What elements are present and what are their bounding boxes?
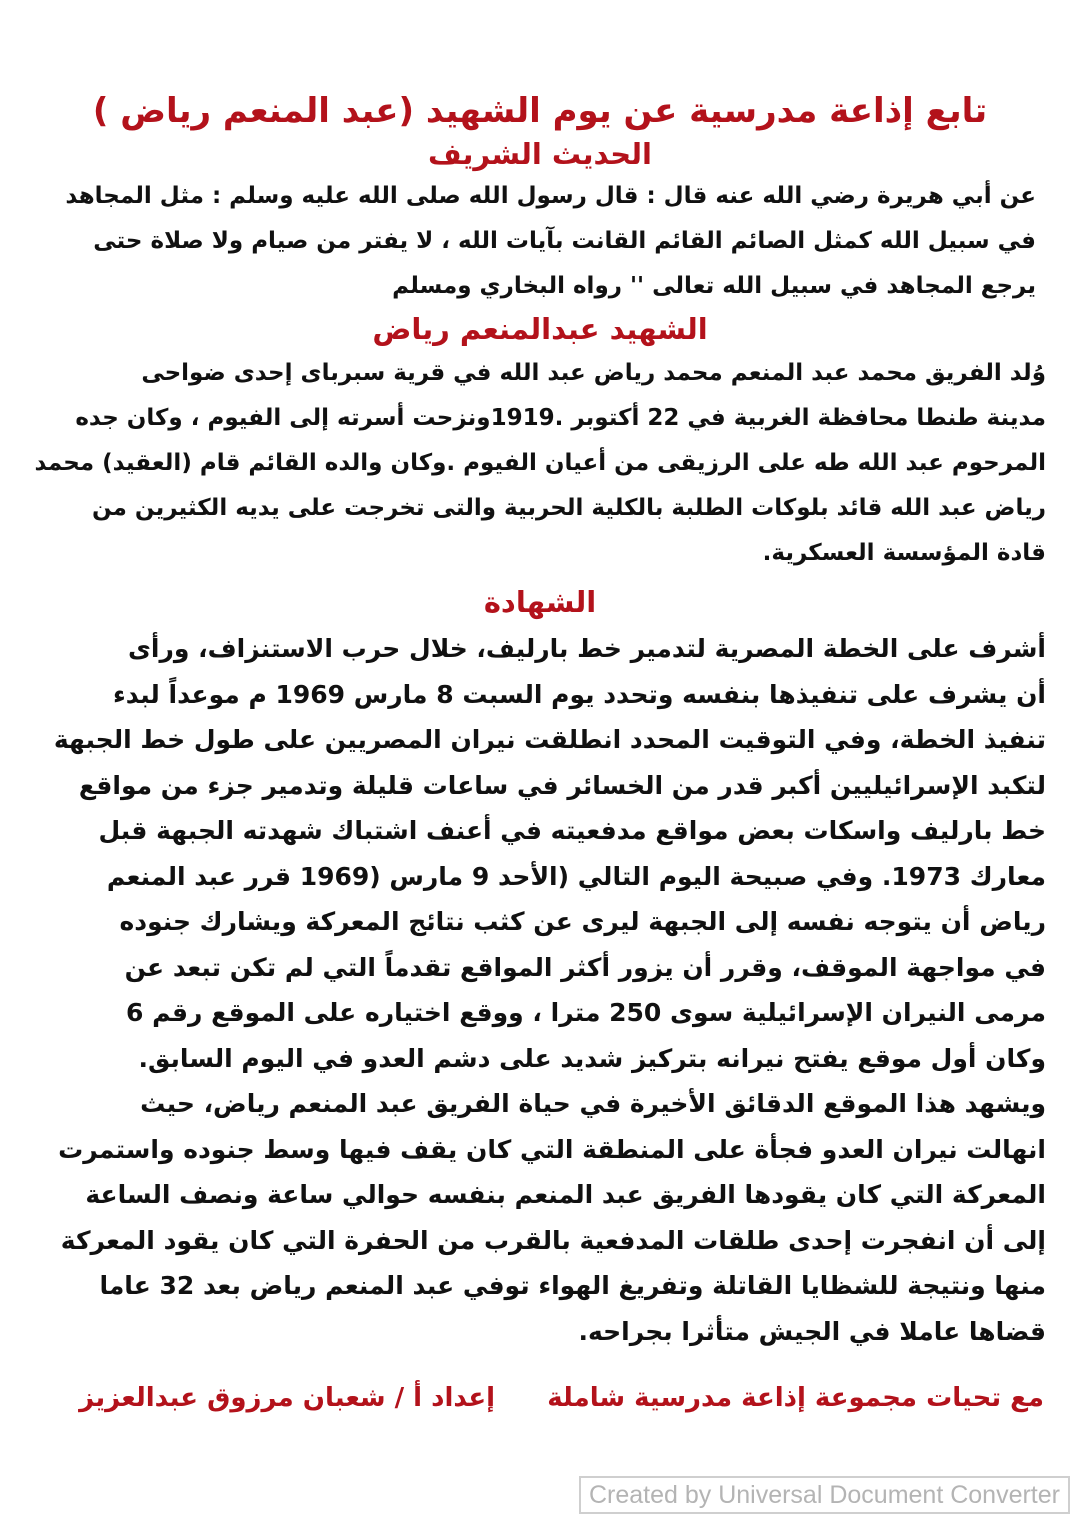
footer-greeting: مع تحيات مجموعة إذاعة مدرسية شاملة [547,1383,1044,1413]
hadith-line: عن أبي هريرة رضي الله عنه قال : قال رسول الله صلى الله عليه وسلم : مثل المجاهد [65,183,1036,209]
shahada-paragraph [34,626,1046,1354]
shahada-line: منها ونتيجة للشظايا القاتلة وتفريغ الهواء توفي عبد المنعم رياض بعد 32 عاما [99,1271,1046,1300]
hadith-line: يرجع المجاهد في سبيل الله تعالى '' رواه البخاري ومسلم [392,273,1036,299]
hadith-line: في سبيل الله كمثل الصائم القائم القانت بآيات الله ، لا يفتر من صيام ولا صلاة حتى [93,228,1036,254]
shahada-line: لتكبد الإسرائيليين أكبر قدر من الخسائر في ساعات قليلة وتدمير جزء من مواقع [78,770,1046,800]
shahada-line: معارك 1973. وفي صبيحة اليوم التالي (الأحد 9 مارس (1969 قرر عبد المنعم [106,861,1046,891]
shahada-line: إلى أن انفجرت إحدى طلقات المدفعية بالقرب من الحفرة التي كان يقود المعركة [60,1225,1046,1255]
document-title: تابع إذاعة مدرسية عن يوم الشهيد (عبد المنعم رياض ) [92,91,988,131]
document-page [34,88,1046,1354]
biography-line: قادة المؤسسة العسكرية. [762,540,1046,566]
shahada-line: في مواجهة الموقف، وقرر أن يزور أكثر المواقع تقدماً التي لم تكن تبعد عن [124,952,1046,982]
martyr-heading: الشهيد عبدالمنعم رياض [372,312,708,346]
shahada-line: خط بارليف واسكات بعض مواقع مدفعيته في أعنف اشتباك شهدته الجبهة قبل [98,816,1046,845]
shahada-line: وكان أول موقع يفتح نيرانه بتركيز شديد على دشم العدو في اليوم السابق. [138,1043,1046,1073]
shahada-line: انهالت نيران العدو فجأة على المنطقة التي كان يقف فيها وسط جنوده واستمرت [58,1134,1046,1164]
converter-watermark-badge: Created by Universal Document Converter [579,1476,1070,1514]
biography-line: وُلد الفريق محمد عبد المنعم محمد رياض عبد الله في قرية سبرباى إحدى ضواحى [141,360,1046,386]
shahada-line: مرمى النيران الإسرائيلية سوى 250 مترا ، ووقع اختياره على الموقع رقم 6 [125,998,1046,1027]
shahada-line: أشرف على الخطة المصرية لتدمير خط بارليف، خلال حرب الاستنزاف، ورأى [127,634,1046,663]
shahada-line: أن يشرف على تنفيذها بنفسه وتحدد يوم السبت 8 مارس 1969 م موعداً لبدء [112,679,1046,709]
hadith-heading: الحديث الشريف [428,137,652,171]
shahada-line: تنفيذ الخطة، وفي التوقيت المحدد انطلقت نيران المصريين على طول خط الجبهة [53,725,1046,754]
shahada-line: ويشهد هذا الموقع الدقائق الأخيرة في حياة الفريق عبد المنعم رياض، حيث [140,1089,1046,1118]
shahada-line: المعركة التي كان يقودها الفريق عبد المنعم بنفسه حوالي ساعة ونصف الساعة [85,1180,1046,1209]
shahada-line: قضاها عاملا في الجيش متأثرا بجراحه. [578,1316,1046,1346]
hadith-paragraph [34,174,1046,309]
shahada-heading: الشهادة [483,585,597,619]
footer-credits [34,1378,1044,1418]
shahada-line: رياض أن يتوجه نفسه إلى الجبهة ليرى عن كثب نتائج المعركة ويشارك جنوده [119,907,1046,936]
footer-author: إعداد أ / شعبان مرزوق عبدالعزيز [79,1383,496,1413]
biography-line: مدينة طنطا محافظة الغربية في 22 أكتوبر .1919ونزحت أسرته إلى الفيوم ، وكان جده [75,405,1046,431]
biography-line: رياض عبد الله قائد بلوكات الطلبة بالكلية الحربية والتى تخرجت على يديه الكثيرين من [91,495,1046,521]
biography-line: المرحوم عبد الله طه على الرزيقى من أعيان الفيوم .وكان والده القائم قام (العقيد) محمد [34,450,1046,476]
biography-paragraph [34,351,1046,576]
